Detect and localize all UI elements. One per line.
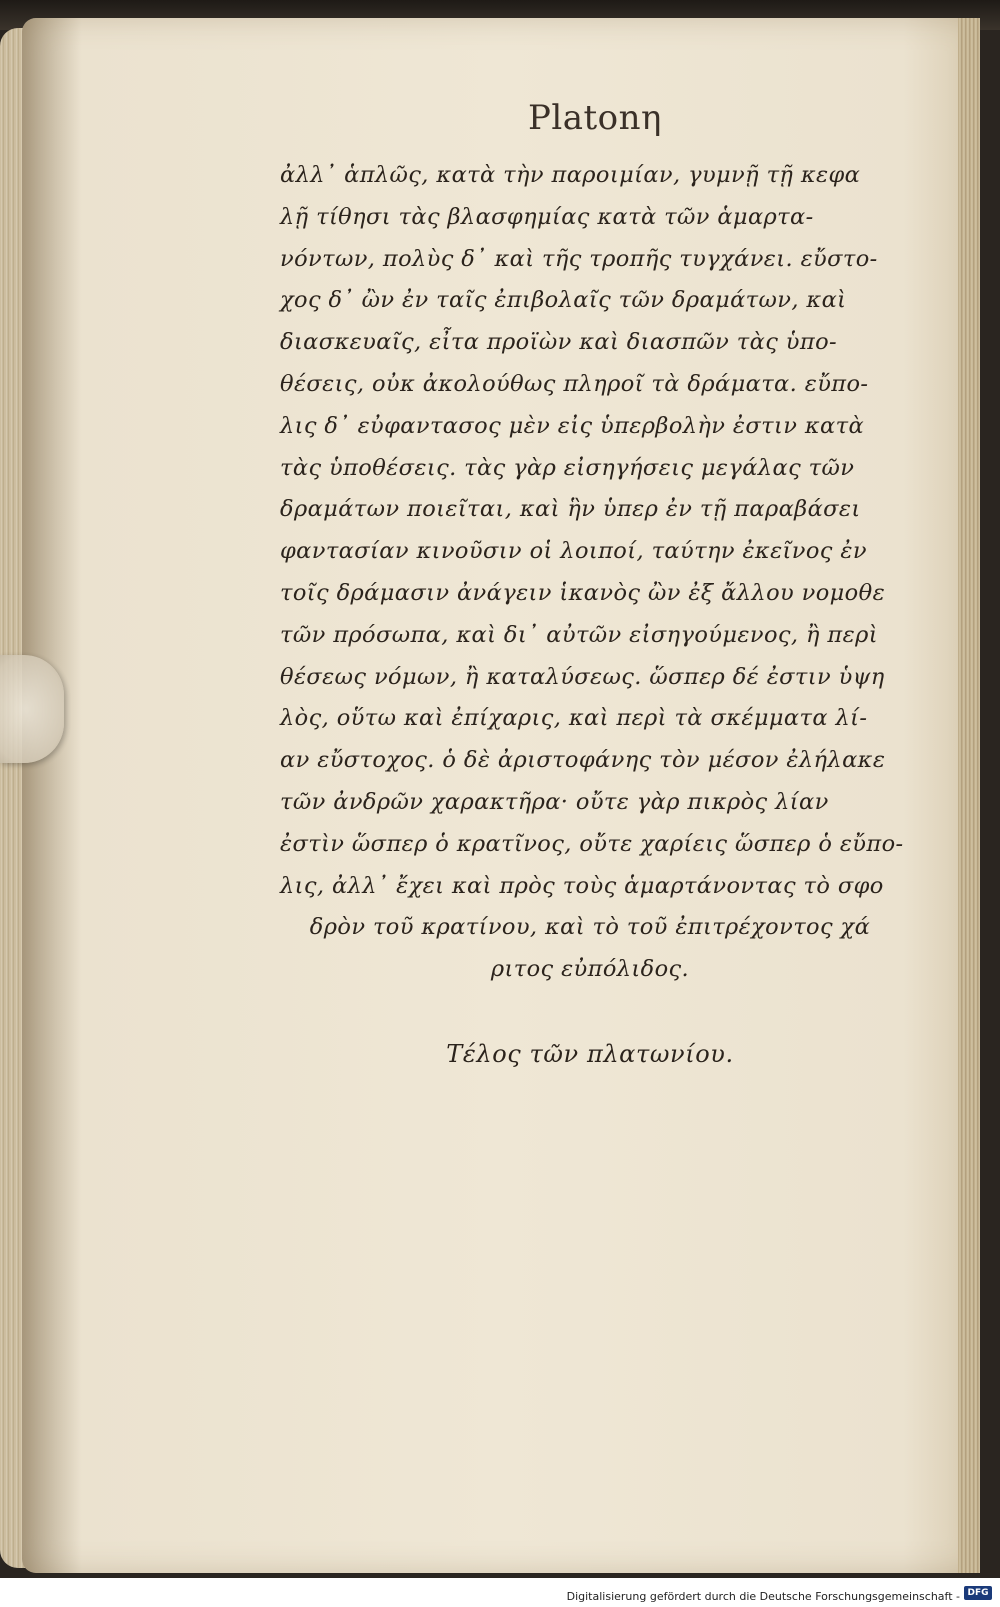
text-line: ἀλλ᾽ ἁπλῶς, κατὰ τὴν παροιμίαν, γυμνῇ τῇ κεφα [280, 162, 861, 188]
greek-text-block [280, 155, 920, 991]
text-line: θέσεις, οὐκ ἀκολούθως πληροῖ τὰ δράματα. εὔπο- [280, 370, 869, 397]
page-right-edge [958, 18, 980, 1573]
text-line: τοῖς δράμασιν ἀνάγειν ἱκανὸς ὢν ἐξ ἄλλου νομοθε [280, 579, 886, 606]
text-line: τῶν ἀνδρῶν χαρακτῆρα· οὔτε γὰρ πικρὸς λίαν [280, 788, 829, 815]
text-line: δραμάτων ποιεῖται, καὶ ἣν ὑπερ ἐν τῇ παραβάσει [280, 496, 861, 523]
text-line: νόντων, πολὺς δ᾽ καὶ τῆς τροπῆς τυγχάνει. εὔστο- [280, 245, 878, 272]
text-line: αν εὔστοχος. ὁ δὲ ἀριστοφάνης τὸν μέσον ἐλήλακε [280, 747, 886, 774]
text-line: λις, ἀλλ᾽ ἔχει καὶ πρὸς τοὺς ἁμαρτάνοντας τὸ σφο [280, 872, 884, 899]
text-line: λις δ᾽ εὐφαντασος μὲν εἰς ὑπερβολὴν ἐστιν κατὰ [280, 412, 865, 439]
text-line: τῶν πρόσωπα, καὶ δι᾽ αὐτῶν εἰσηγούμενος, ἢ περὶ [280, 621, 878, 648]
dfg-credit-text: Digitalisierung gefördert durch die Deutsche Forschungsgemeinschaft - [566, 1590, 960, 1603]
binding-shadow [22, 18, 82, 1573]
text-line: δρὸν τοῦ κρατίνου, καὶ τὸ τοῦ ἐπιτρέχοντος χά [309, 914, 871, 941]
text-line: ριτος εὐπόλιδος. [490, 956, 690, 983]
text-line: λῇ τίθησι τὰς βλασφημίας κατὰ τῶν ἁμαρτα- [280, 203, 814, 230]
text-line: ἐστὶν ὥσπερ ὁ κρατῖνος, οὔτε χαρίεις ὥσπερ ὁ εὔπο- [280, 830, 904, 857]
text-line: φαντασίαν κινοῦσιν οἱ λοιποί, ταύτην ἐκεῖνος ἐν [280, 538, 867, 565]
text-line: διασκευαῖς, εἶτα προϊὼν καὶ διασπῶν τὰς ὑπο- [280, 329, 838, 356]
text-line: θέσεως νόμων, ἢ καταλύσεως. ὥσπερ δέ ἐστιν ὑψη [280, 663, 885, 690]
dfg-logo-icon: DFG [964, 1586, 992, 1600]
text-line: τὰς ὑποθέσεις. τὰς γὰρ εἰσηγήσεις μεγάλας τῶν [280, 454, 855, 481]
running-header: Platonη [528, 98, 662, 138]
text-line: χος δ᾽ ὢν ἐν ταῖς ἐπιβολαῖς τῶν δραμάτων, καὶ [280, 287, 847, 314]
explicit-colophon: Τέλος τῶν πλατωνίου. [446, 1040, 734, 1068]
page-clip [0, 655, 64, 763]
text-line: λὸς, οὕτω καὶ ἐπίχαρις, καὶ περὶ τὰ σκέμματα λί- [280, 705, 868, 732]
